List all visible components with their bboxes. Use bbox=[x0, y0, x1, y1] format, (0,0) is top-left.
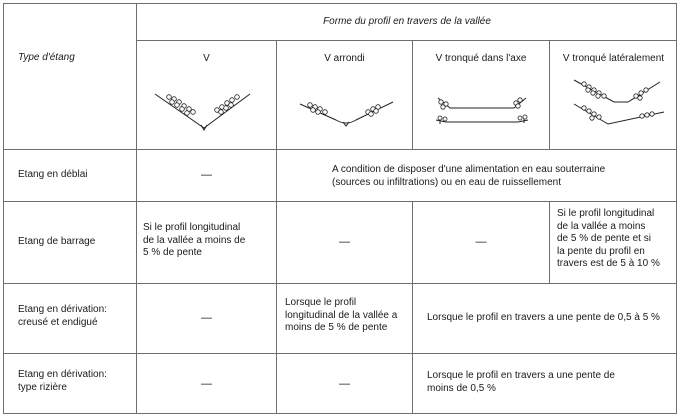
column-header-v-arrondi: V arrondi bbox=[324, 52, 365, 64]
profile-v-tronque-lateral-diagram bbox=[570, 74, 670, 136]
profile-v-arrondi-diagram bbox=[298, 98, 398, 132]
row-label-derivation-creuse: Etang en dérivation: creusé et endigué bbox=[18, 304, 107, 328]
row-4-span-note: Lorsque le profil en travers a une pente de moins de 0,5 % bbox=[427, 370, 615, 394]
row-3-col-1-dash: — bbox=[201, 312, 212, 325]
rule-row-1-col-2 bbox=[276, 149, 277, 201]
row-label-deblai: Etang en déblai bbox=[18, 169, 88, 181]
rule-row-3-col-3 bbox=[412, 283, 413, 353]
span-header-title: Forme du profil en travers de la vallée bbox=[323, 15, 491, 27]
row-4-col-1-dash: — bbox=[201, 377, 212, 390]
row-header-title: Type d'étang bbox=[18, 52, 75, 63]
profile-v-tronque-axe-diagram bbox=[432, 94, 532, 132]
row-4-col-2-dash: — bbox=[339, 377, 350, 390]
row-2-col-2-dash: — bbox=[339, 236, 350, 249]
column-header-v: V bbox=[203, 52, 210, 64]
row-2-col-4-note: Si le profil longitudinal de la vallée a moins de 5 % de pente et si la pente du profil en travers est de 5 à 10 % bbox=[557, 208, 660, 269]
column-header-v-tronque-lateral: V tronqué latéralement bbox=[562, 52, 665, 64]
row-2-col-3-dash: — bbox=[475, 236, 487, 249]
rule-row-4-col-3 bbox=[412, 353, 413, 414]
row-3-col-2-note: Lorsque le profil longitudinal de la vallée a moins de 5 % de pente bbox=[285, 297, 398, 333]
rule-row-3-col-2 bbox=[276, 283, 277, 353]
row-label-barrage: Etang de barrage bbox=[18, 236, 96, 248]
profile-v-diagram bbox=[155, 88, 255, 136]
row-3-span-note: Lorsque le profil en travers a une pente de 0,5 à 5 % bbox=[427, 312, 660, 324]
row-2-col-1-note: Si le profil longitudinal de la vallée a moins de 5 % de pente bbox=[143, 222, 246, 258]
rule-under-span-title bbox=[136, 40, 677, 41]
row-1-col-1-dash: — bbox=[201, 169, 212, 182]
row-1-span-note: A condition de disposer d'une alimentation en eau souterraine (sources ou infiltrations) ou en eau de ruissellement bbox=[332, 164, 606, 188]
rule-row-2-col-4 bbox=[549, 201, 550, 283]
column-header-v-tronque-axe: V tronqué dans l'axe bbox=[435, 52, 527, 64]
row-label-derivation-riziere: Etang en dérivation: type rizière bbox=[18, 369, 107, 393]
